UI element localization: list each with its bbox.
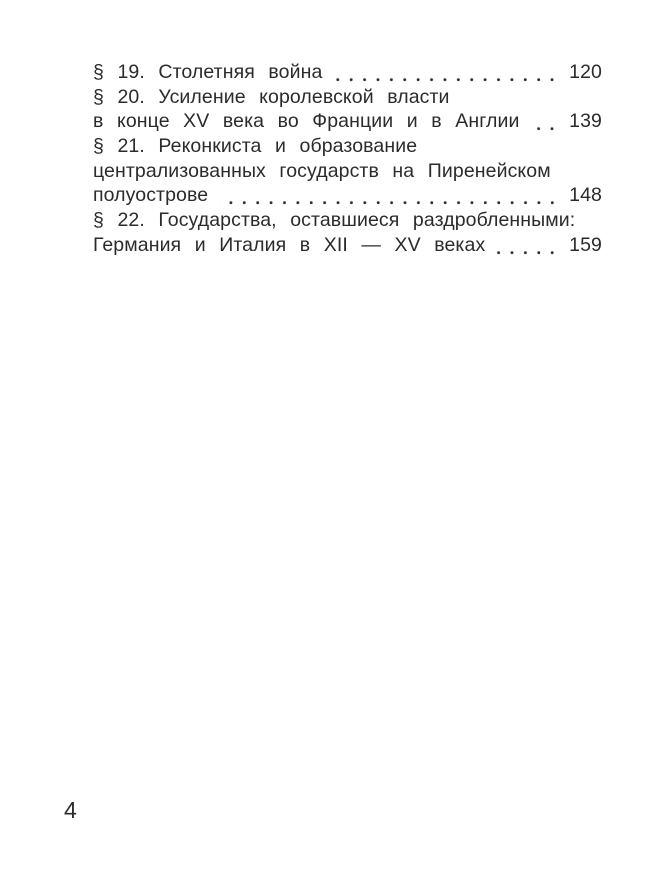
toc-entry-19 <box>93 60 602 85</box>
toc-entry-text: § 21. Реконкиста и образование <box>93 135 418 158</box>
toc-entry-text: полуострове <box>93 184 209 207</box>
toc-entry-text: § 20. Усиление королевской власти <box>93 85 450 108</box>
toc-line <box>93 208 602 233</box>
toc-line <box>93 183 602 208</box>
dot-leader <box>530 109 560 134</box>
dot-leader <box>219 183 560 208</box>
toc-line <box>93 233 602 258</box>
toc-entry-text: § 19. Столетняя война <box>93 61 323 83</box>
toc-line <box>93 109 602 134</box>
toc-entry-text: Германия и Италия в XII — XV веках <box>93 233 486 256</box>
toc-entry-text: централизованных государств на Пиренейском <box>93 159 551 182</box>
dot-leader <box>333 60 560 85</box>
toc-line <box>93 85 602 110</box>
toc-page-number: 159 <box>569 233 602 256</box>
toc-page-number: 148 <box>569 184 602 207</box>
dot-leader <box>496 233 560 258</box>
toc-entry-20 <box>93 85 602 134</box>
toc-line <box>93 60 602 85</box>
toc-page-number: 120 <box>569 61 602 83</box>
toc-line <box>93 159 602 184</box>
toc-page-number: 139 <box>569 110 602 133</box>
page-number: 4 <box>64 797 77 823</box>
toc-entry-21 <box>93 134 602 208</box>
toc-entry-text: в конце XV века во Франции и в Англии <box>93 110 520 133</box>
table-of-contents <box>93 60 602 258</box>
toc-entry-text: § 22. Государства, оставшиеся раздробленными: <box>93 209 576 232</box>
toc-line <box>93 134 602 159</box>
toc-entry-22 <box>93 208 602 257</box>
